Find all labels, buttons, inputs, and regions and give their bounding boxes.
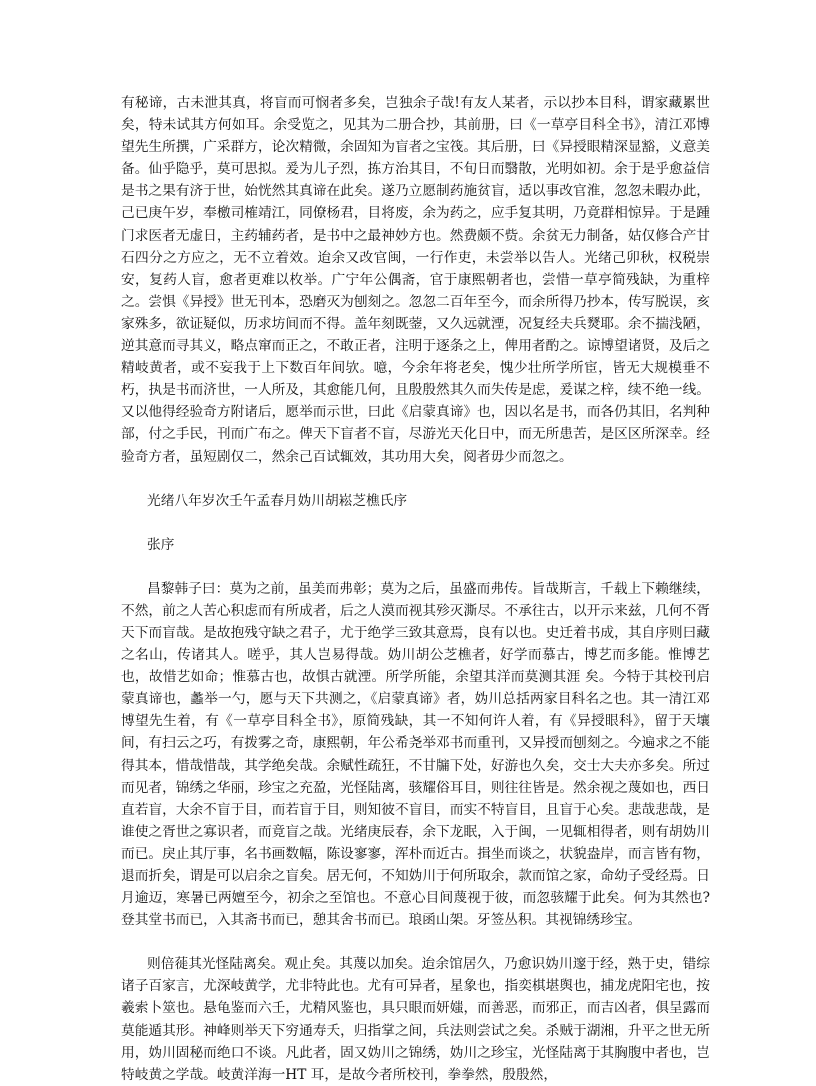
preface-paragraph-1: 有秘谛，古未泄其真，将盲而可悯者多矣，岂独余子哉!有友人某者，示以抄本目科，谓家藏累世矣，特未试其方何如耳。余受览之，见其为二册合抄，其前册，曰《一草亭目科全书》，清江邓博望先生所撰，广采群方，论次精微，余固知为盲者之宝筏。其后册，曰《异授眼精深显豁，义意美备。仙乎隐乎，莫可思拟。爰为儿子烈，拣方治其目，不旬日而翳散，光明如初。余于是乎愈益信是书之果有济于世，始恍然其真谛在此矣。遂乃立愿制药施贫盲，适以事改官淮，忽忽未暇办此，己已庚午岁，奉檄司榷靖江，同僚杨君，目将废，余为药之，应手复其明，乃竟群相惊异。于是踵门求医者无虚日，主药辅药者，是书中之最神妙方也。然费颇不赀。余贫无力制备，姑仅修合产甘石四分之方应之，无不立着效。迨余又改官闽，一行作吏，未尝举以告人。光绪己卯秋，权税崇安，复药人盲，愈者更难以枚举。广宁年公偶斋，官于康熙朝者也，尝惜一草亭简残缺，为重梓之。尝惧《异授》世无刊本，恐磨灭为刨刻之。忽忽二百年至今，而余所得乃抄本，传写脱误，亥家殊多，欲证疑似，历求坊间而不得。盖年刻既蓥，又久远就湮，况复经夫兵燹耶。余不揣浅陋，逆其意而寻其义，略点窜而正之，不敢正者，注明于逐条之上，俾用者酌之。谅博望诸贤，及后之精岐黄者，或不妄我于上下数百年间欤。噫，今余年将老矣，愧少壮所学所宦，皆无大规模垂不朽，执是书而济世，一人所及，其愈能几何，且殷殷然其久而失传是虑，爰谋之梓，续不绝一线。又以他得经验奇方附诸后，愿举而示世，曰此《启蒙真谛》也，因以名是书，而各仍其旧，名判种部，付之手民，刊而广布之。俾天下盲者不盲，尽游光天化日中，而无所患苦，是区区所深幸。经验奇方者，虽短剧仅二，然余己百试辄效，其功用大矣，阅者毋少而忽之。 [121, 95, 710, 465]
section-title: 张序 [147, 536, 175, 553]
paragraph-gap [121, 468, 710, 490]
paragraph-gap [121, 512, 710, 534]
zhang-preface-paragraph-2: 则倍蓰其光怪陆离矣。观止矣。其蔑以加矣。迨余馆居久，乃愈识妫川邃于经，熟于史，错综诸子百家言，尤深岐黄学，尤非特此也。尤有可异者，星象也，指奕棋堪舆也，捕龙虎阳宅也，按羲索卜筮也。悬龟鉴而六壬，尤精风鉴也，具只眼而妍媸，而善恶，而邪正，而吉凶者，俱呈露而莫能遁其形。神峰则举天下穷通寿夭，归指掌之间，兵法则尝试之矣。杀贼于湖湘，升平之世无所用，妫川固秘而绝口不谈。凡此者，固又妫川之锦绣，妫川之珍宝，光怪陆离于其胸腹中者也，岂特岐黄之学哉。岐黄洋海一HT 耳，是故今者所校刊，拳拳然，殷殷然， [121, 956, 710, 1083]
paragraph-gap [121, 931, 710, 953]
zhang-preface-paragraph-1: 昌黎韩子曰：莫为之前，虽美而弗彰；莫为之后，虽盛而弗传。旨哉斯言，千载上下赖继续，不然，前之人苦心积虑而有所成者，后之人漠而视其殄灭澌尽。不承往古，以开示来兹，几何不胥天下而盲哉。是故抱残守缺之君子，尤于绝学三致其意焉，良有以也。史迁着书成，其自序则曰藏之名山，传诸其人。嗟乎，其人岂易得哉。妫川胡公芝樵者，好学而慕古，博艺而多能。惟博艺也，故惜艺如命；惟慕古也，故惧古就湮。所学所能，余望其洋而莫测其涯 矣。今特于其校刊启蒙真谛也，蠡举一勺，愿与天下共测之，《启蒙真谛》者，妫川总括两家目科名之也。其一清江邓博望先生着，有《一草亭目科全书》，原简残缺，其一不知何许人着，有《异授眼科》，留于天壤间，有扫云之巧，有拨雾之奇，康熙朝，年公希尧举邓书而重刊，又异授而刨刻之。今遍求之不能得其本，惜哉惜哉，其学绝矣哉。余赋性疏狂，不甘牖下处，好游也久矣，交士大夫亦多矣。所过而见者，锦绣之华丽，珍宝之充盈，光怪陆离，骇耀俗耳目，则往往皆是。然余视之蔑如也，西日直若盲，大余不盲于目，而若盲于目，则知彼不盲目，而实不特盲目，且盲于心矣。悲哉悲哉，是谁使之胥世之寡识者，而竟盲之哉。光绪庚辰春，余下龙眠，入于闽，一见辄相得者，则有胡妫川而已。戾止其厅事，名书画数幅，陈设寥寥，浑朴而近古。揖坐而谈之，状貌盎岸，而言皆有物，退而折矣，谓是可以启余之盲矣。居无何，不知妫川于何所取余，款而馆之家，命幼子受经焉。日月逾迈，寒暑已两嬗至今，初余之至馆也。不意心目间蔑视于彼，而忽骇耀于此矣。何为其然也?登其堂书而已，入其斋书而已，憩其舍书而已。琅函山架。牙签丛积。其视锦绣珍宝。 [121, 580, 710, 929]
paragraph-gap [121, 556, 710, 578]
preface-signature: 光绪八年岁次壬午孟春月妫川胡崧芝樵氏序 [147, 492, 408, 509]
